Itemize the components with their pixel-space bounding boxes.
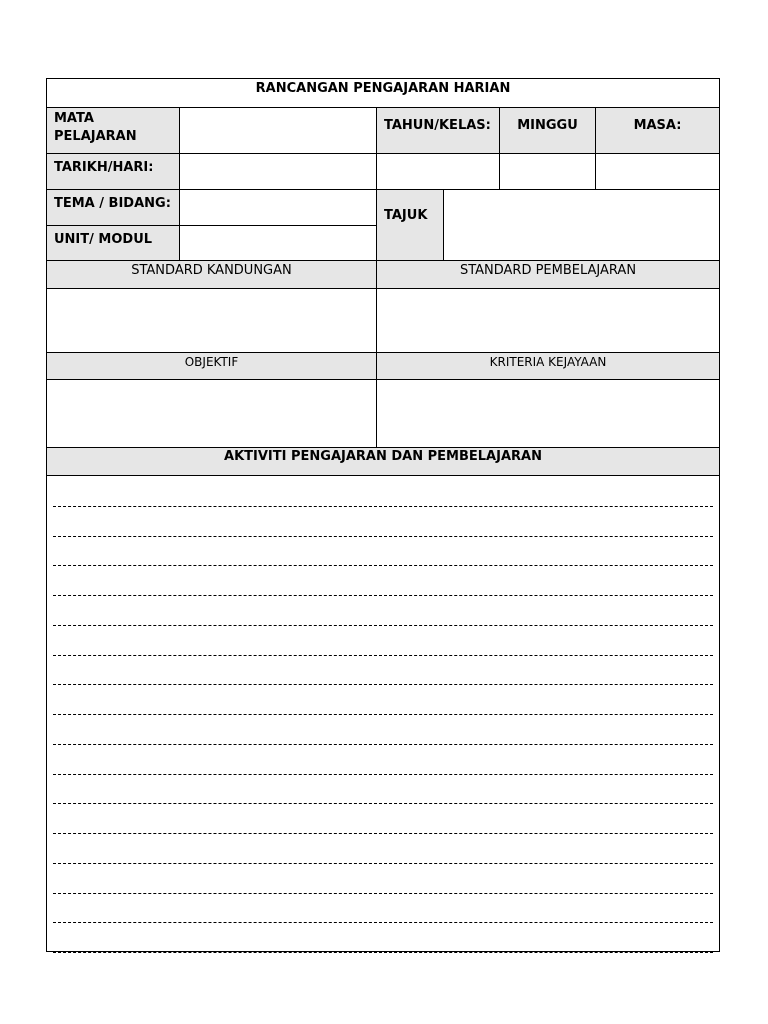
aktiviti-writing-area[interactable]	[47, 476, 719, 951]
writing-guide-line	[53, 565, 713, 566]
tema-bidang-label: TEMA / BIDANG:	[47, 190, 180, 226]
masa-label: MASA:	[596, 108, 719, 154]
minggu-field[interactable]	[500, 154, 596, 190]
unit-modul-field[interactable]	[180, 226, 377, 261]
tema-bidang-field[interactable]	[180, 190, 377, 226]
unit-modul-label: UNIT/ MODUL	[47, 226, 180, 261]
writing-guide-line	[53, 952, 713, 953]
standard-kandungan-header: STANDARD KANDUNGAN	[47, 261, 377, 289]
lesson-plan-form	[46, 78, 720, 952]
standard-pembelajaran-field[interactable]	[377, 289, 719, 353]
minggu-label: MINGGU	[500, 108, 596, 154]
writing-guide-line	[53, 684, 713, 685]
form-title: RANCANGAN PENGAJARAN HARIAN	[47, 79, 719, 108]
writing-guide-line	[53, 625, 713, 626]
tarikh-hari-field[interactable]	[180, 154, 377, 190]
writing-guide-line	[53, 833, 713, 834]
objektif-header: OBJEKTIF	[47, 353, 377, 380]
standard-kandungan-field[interactable]	[47, 289, 377, 353]
kriteria-kejayaan-field[interactable]	[377, 380, 719, 448]
writing-guide-line	[53, 506, 713, 507]
standard-pembelajaran-header: STANDARD PEMBELAJARAN	[377, 261, 719, 289]
mata-pelajaran-field[interactable]	[180, 108, 377, 154]
writing-guide-line	[53, 893, 713, 894]
aktiviti-header: AKTIVITI PENGAJARAN DAN PEMBELAJARAN	[47, 448, 719, 476]
tajuk-field[interactable]	[444, 190, 719, 261]
objektif-field[interactable]	[47, 380, 377, 448]
writing-guide-line	[53, 922, 713, 923]
tajuk-label: TAJUK	[377, 190, 444, 261]
writing-guide-line	[53, 536, 713, 537]
writing-guide-line	[53, 655, 713, 656]
writing-guide-line	[53, 595, 713, 596]
kriteria-kejayaan-header: KRITERIA KEJAYAAN	[377, 353, 719, 380]
masa-field[interactable]	[596, 154, 719, 190]
writing-guide-line	[53, 863, 713, 864]
writing-guide-line	[53, 774, 713, 775]
writing-guide-line	[53, 744, 713, 745]
writing-guide-line	[53, 803, 713, 804]
writing-guide-line	[53, 714, 713, 715]
tahun-kelas-label: TAHUN/KELAS:	[377, 108, 500, 154]
mata-pelajaran-label: MATA PELAJARAN	[47, 108, 180, 154]
tarikh-hari-label: TARIKH/HARI:	[47, 154, 180, 190]
tahun-kelas-field[interactable]	[377, 154, 500, 190]
